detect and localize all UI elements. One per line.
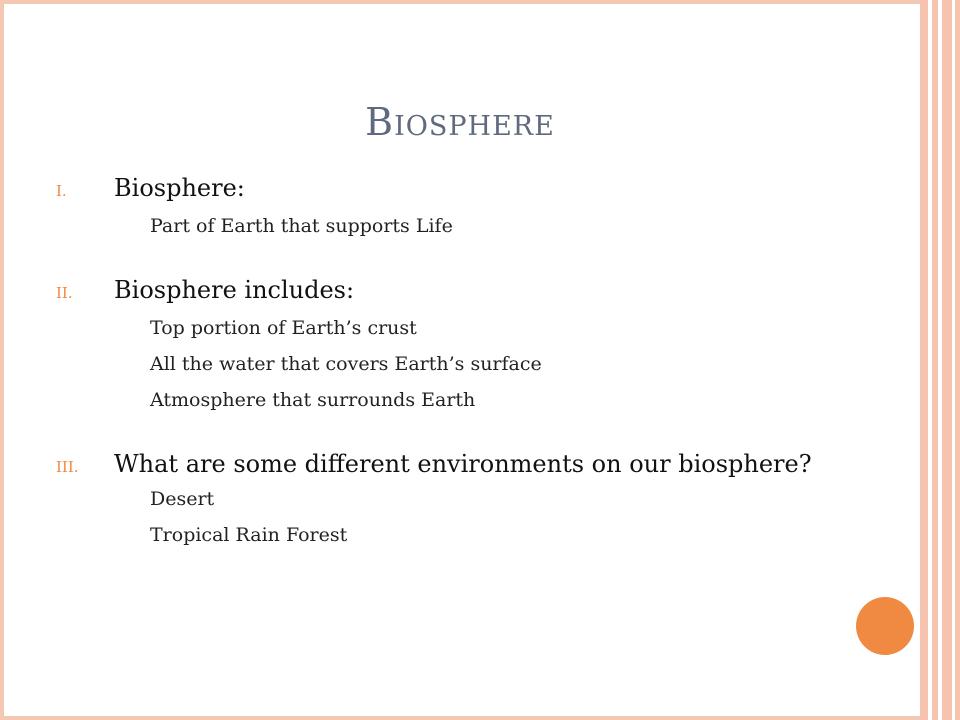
list-subitem: Top portion of Earth’s crust [150,317,417,339]
frame-top-border [0,0,920,4]
list-subitem: Part of Earth that supports Life [150,215,453,237]
stripe [942,0,952,720]
list-numeral: II. [56,284,73,302]
slide-title: Biosphere [365,100,555,144]
list-subitem: Tropical Rain Forest [150,524,348,546]
list-subitem: All the water that covers Earth’s surface [150,353,542,375]
slide-content [56,168,856,553]
list-heading: Biosphere includes: [114,276,355,304]
list-numeral: I. [56,182,67,200]
list-subitem: Desert [150,488,215,510]
list-subitem: Atmosphere that surrounds Earth [150,389,476,411]
stripe [932,0,938,720]
accent-circle [856,597,914,655]
list-numeral: III. [56,458,79,476]
list-item [56,168,856,244]
list-item [56,270,856,418]
list-item [56,444,856,553]
list-heading: What are some different environments on our biosphere? [114,450,812,478]
stripe [955,0,960,720]
decorative-stripes [920,0,960,720]
list-heading: Biosphere: [114,174,245,202]
stripe [920,0,928,720]
frame-bottom-border [0,716,920,720]
